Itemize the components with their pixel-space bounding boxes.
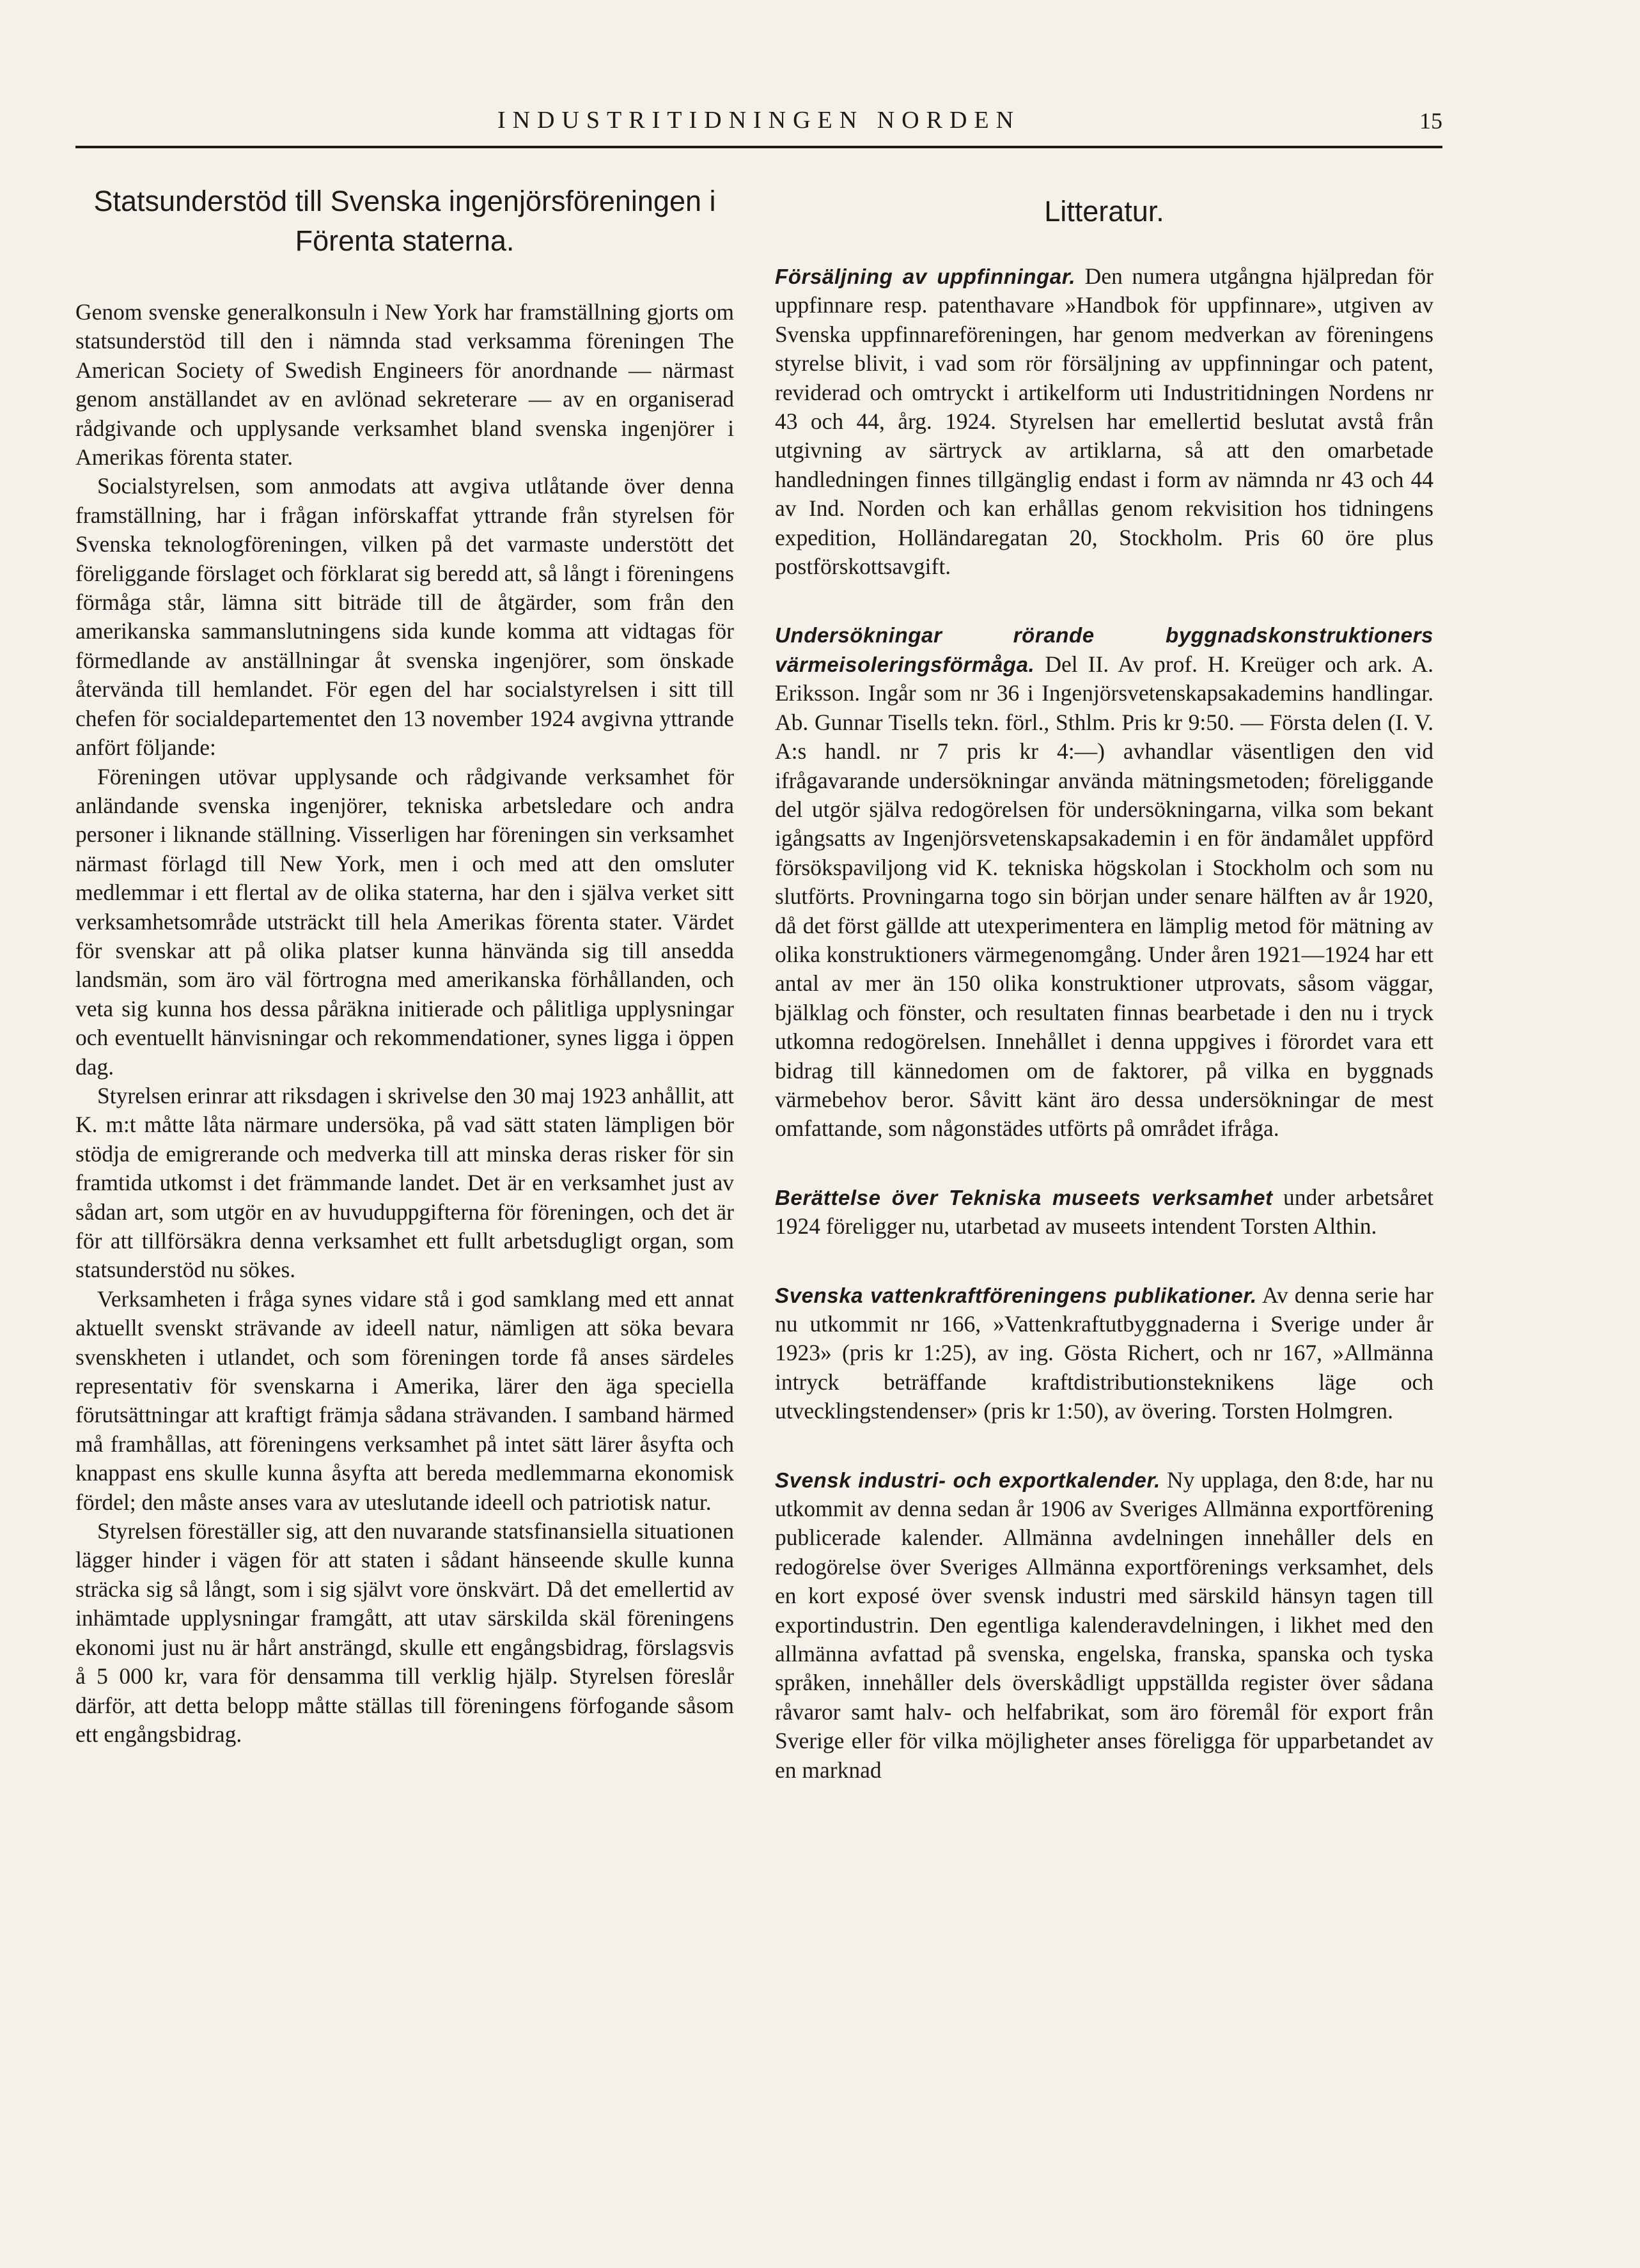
article-paragraph: Socialstyrelsen, som anmodats att avgiva utlåtande över denna framställning, har i frågan införskaffat yttrande från styrelsen för Svenska teknologföreningen, vilken på det varmaste understött det föreliggande förslaget och förklarat sig beredd att, så långt i föreningens förmåga står, lämna sitt biträde till de åtgärder, som från den amerikanska sammanslutningens sida kunde komma att vidtagas för förmedlande av anställningar åt svenska ingenjörer, som önskade återvända till hemlandet. För egen del har socialstyrelsen i sitt till chefen för socialdepartementet den 13 november 1924 avgivna yttrande anfört följande: — [75, 473, 734, 761]
review-entry — [775, 1183, 1433, 1241]
right-column — [775, 173, 1433, 2218]
left-column — [75, 173, 734, 2218]
entry-text: Av denna serie har nu utkommit nr 166, »Vattenkraftutbyggnaderna i Sverige under år 1923» (pris kr 1:25), av ing. Gösta Richert, och nr 167, »Allmänna intryck beträffande kraftdistributionsteknikens läge och utvecklingstendenser» (pris kr 1:50), av övering. Torsten Holmgren. — [775, 1282, 1433, 1424]
article-paragraph: Verksamheten i fråga synes vidare stå i god samklang med ett annat aktuellt svenskt strävande av ideell natur, nämligen att söka bevara svenskheten i utlandet, och som föreningen torde få anses särdeles representativ för svenskarna i Amerika, lärer den äga speciella förutsättningar att kraftigt främja sådana strävanden. I samband härmed må framhållas, att föreningens verksamhet på intet sätt lärer åsyfta och knappast ens skulle kunna åsyfta att bereda medlemmarna ekonomisk fördel; den måste anses vara av uteslutande ideell och patriotisk natur. — [75, 1285, 734, 1515]
entry-lead: Berättelse över Tekniska museets verksamhet — [775, 1185, 1273, 1209]
entry-lead: Svenska vattenkraftföreningens publikationer. — [775, 1283, 1257, 1307]
article-paragraph: Föreningen utövar upplysande och rådgivande verksamhet för anländande svenska ingenjörer, tekniska arbetsledare och andra personer i liknande ställning. Visserligen har föreningen sin verksamhet närmast förlagd till New York, men i och med att den omsluter medlemmar i ett flertal av de olika staterna, har den i själva verket sitt verksamhetsområde utsträckt till hela Amerikas förenta stater. Värdet för svenskar att på olika platser kunna hänvända sig till ansedda landsmän, som äro väl förtrogna med amerikanska förhållanden, och veta sig kunna hos dessa påräkna initierade och pålitliga upplysningar och eventuellt hänvisningar och rekommendationer, synes ligga i öppen dag. — [75, 763, 734, 1080]
review-entry — [775, 1281, 1433, 1426]
article-paragraph: Styrelsen erinrar att riksdagen i skrivelse den 30 maj 1923 anhållit, att K. m:t måtte låta närmare undersöka, på vad sätt staten lämpligen bör stödja de emigrerande och medverka till att minska deras risker för sin framtida utkomst i det främmande landet. Det är en verksamhet just av sådan art, som utgör en av huvuduppgifterna för föreningen, och det är för att tillförsäkra denna verksamhet ett fullt arbetsdugligt organ, som statsunderstöd nu sökes. — [75, 1082, 734, 1283]
section-heading-litteratur: Litteratur. — [1044, 195, 1164, 228]
article-paragraph: Styrelsen föreställer sig, att den nuvarande statsfinansiella situationen lägger hinder i vägen för att staten i sådant hänseende skulle kunna sträcka sig så långt, som i sig självt vore önskvärt. Då det emellertid av inhämtade upplysningar framgått, att utav särskilda skäl föreningens ekonomi just nu är hårt ansträngd, skulle ett engångsbidrag, förslagsvis å 5 000 kr, vara för densamma till verklig hjälp. Styrelsen föreslår därför, att detta belopp måtte ställas till föreningens förfogande såsom ett engångsbidrag. — [75, 1518, 734, 1747]
entry-text: Den numera utgångna hjälpredan för uppfinnare resp. patenthavare »Handbok för uppfinnare», utgiven av Svenska uppfinnareföreningen, har genom medverkan av föreningens styrelse blivit, i vad som rör försäljning av uppfinningar och patent, reviderad och omtryckt i artikelform uti Industritidningen Nordens nr 43 och 44, årg. 1924. Styrelsen har emellertid beslutat avstå från utgivning av särtryck av artiklarna, så att den omarbetade handledningen finnes tillgänglig endast i form av nämnda nr 43 och 44 av Ind. Norden och kan erhållas genom rekvisition hos tidningens expedition, Holländaregatan 20, Stockholm. Pris 60 öre plus postförskottsavgift. — [775, 263, 1433, 580]
article-title: Statsunderstöd till Svenska ingenjörsföreningen i Förenta staterna. — [93, 185, 716, 257]
page-header — [75, 95, 1442, 148]
entry-text: under arbetsåret 1924 föreligger nu, utarbetad av museets intendent Torsten Althin. — [775, 1184, 1433, 1239]
review-entry — [775, 621, 1433, 1143]
review-entry — [775, 262, 1433, 581]
article-paragraph: Genom svenske generalkonsuln i New York har framställning gjorts om statsunderstöd till den i nämnda stad verksamma föreningen The American Society of Swedish Engineers för anordnande — närmast genom anställandet av en avlönad sekreterare — av en organiserad rådgivande och upplysande verksamhet bland svenska ingenjörer i Amerikas förenta stater. — [75, 299, 734, 470]
entry-lead: Försäljning av uppfinningar. — [775, 265, 1076, 288]
entry-text: Del II. Av prof. H. Kreüger och ark. A. Eriksson. Ingår som nr 36 i Ingenjörsvetenskapsakademins handlingar. Ab. Gunnar Tisells tekn. förl., Sthlm. Pris kr 9:50. — Första delen (I. V. A:s handl. nr 7 pris kr 4:—) avhandlar väsentligen den vid ifrågavarande undersökningar använda mätningsmetoden; föreliggande del utgör själva redogörelsen för undersökningarna, vilka som bekant igångsatts av Ingenjörsvetenskapsakademin i en för ändamålet uppförd försökspaviljong vid K. tekniska högskolan i Stockholm och som nu slutförts. Provningarna togo sin början under senare hälften av år 1920, då det först gällde att utexperimentera en lämplig metod för mätning av olika konstruktioners värmegenomgång. Under åren 1921—1924 har ett antal av mer än 150 olika konstruktioner utprovats, såsom väggar, bjälklag och fönster, och resultaten finnas bearbetade i den nu i tryck utkomna redogörelsen. Innehållet i denna uppgives i förordet vara ett bidrag till kännedomen om de faktorer, på vilka en byggnads värmebehov beror. Såvitt känt äro dessa undersökningar de mest omfattande, som någonstädes utförts på området ifråga. — [775, 651, 1433, 1142]
entry-text: Ny upplaga, den 8:de, har nu utkommit av denna sedan år 1906 av Sveriges Allmänna exportförening publicerade kalender. Allmänna avdelningen innehåller dels en redogörelse över Sveriges Allmänna exportförenings verksamhet, dels en kort exposé över svensk industri med särskild hänsyn tagen till exportindustrin. Den egentliga kalenderavdelningen, i likhet med den allmänna avfattad på svenska, engelska, franska, spanska och tyska språken, innehåller dels överskådligt uppställda register över sådana råvaror samt halv- och helfabrikat, som äro föremål för export från Sverige eller för vilka möjligheter anses föreligga för upparbetandet av en marknad — [775, 1466, 1434, 1783]
entry-lead: Svensk industri- och exportkalender. — [775, 1468, 1160, 1492]
page-number: 15 — [1419, 108, 1442, 134]
running-title: INDUSTRITIDNINGEN NORDEN — [497, 107, 1021, 134]
entry-lead: Undersökningar rörande byggnadskonstruktioners värmeisoleringsförmåga. — [775, 623, 1433, 676]
review-entry — [775, 1466, 1433, 1785]
